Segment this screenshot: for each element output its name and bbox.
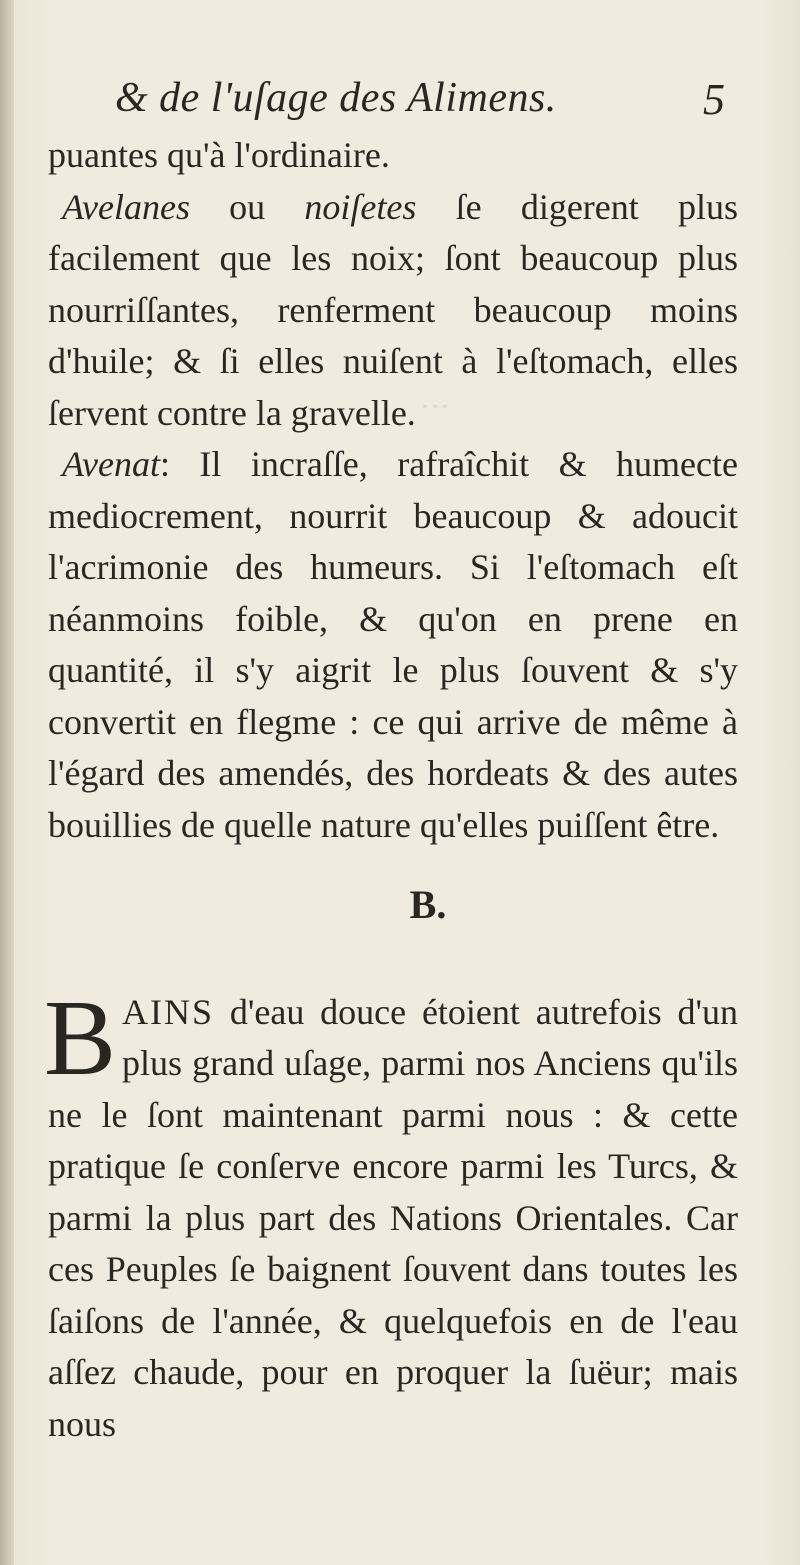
page-number: 5 [703,75,725,124]
drop-cap: B [44,978,117,1098]
paragraph-avenat: Avenat: Il incraſſe, rafraîchit & humecte mediocrement, nourrit beaucoup & adoucit l'acrimonie des humeurs. Si l'eſtomach eſt néanmoins foible, & qu'on en prene en quantité, il s'y aigrit le plus ſouvent & s'y convertit en flegme : ce qui arrive de même à l'égard des amendés, des hordeats & des autes bouillies de quelle nature qu'elles puiſſent être. [48,444,738,845]
paragraph-continuation: puantes qu'à l'ordinaire. [48,135,390,175]
running-header [115,70,725,130]
bleed-through-text: ··· [420,390,450,423]
entry-term-alt: noiſetes [304,186,417,227]
entry-term: Avenat [62,444,160,484]
page-body [44,130,738,1450]
header-title: & de l'uſage des Alimens. [115,75,557,121]
page-gutter [0,0,14,1565]
entry-term: Avelanes [62,186,190,227]
paragraph-avelanes: Avelanes ou noiſetes ſe digerent plus facilement que les noix; ſont beaucoup plus nourriſſantes, renferment beaucoup moins d'huile; & ſi elles nuiſent à l'eſtomach, elles ſervent contre la gravelle. [48,186,738,433]
paragraph-bains: BAINS d'eau douce étoient autrefois d'un plus grand uſage, parmi nos Anciens qu'ils ne le ſont maintenant parmi nous : & cette pratique ſe conſerve encore parmi les Turcs, & parmi la plus part des Nations Orientales. Car ces Peuples ſe baignent ſouvent dans toutes les ſaiſons de l'année, & quelquefois en de l'eau aſſez chaude, pour en proquer la ſuëur; mais nous [44,978,738,1444]
section-heading: B. [409,882,447,927]
small-caps-word: AINS [122,991,215,1032]
